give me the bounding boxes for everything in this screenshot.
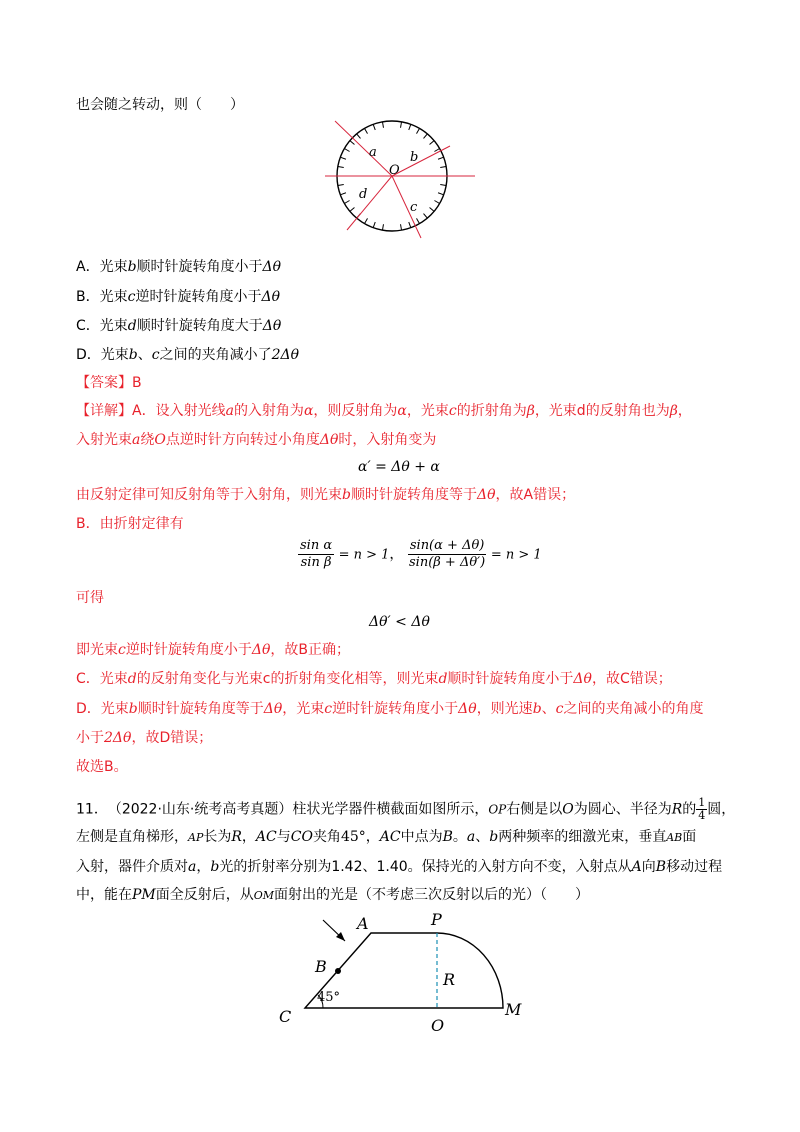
tick-mark xyxy=(440,185,446,186)
tick-mark xyxy=(417,128,420,133)
tick-mark xyxy=(382,224,383,230)
tick-mark xyxy=(340,193,346,195)
label-A: A xyxy=(357,914,369,933)
label-O: O xyxy=(431,1016,445,1035)
tick-mark xyxy=(382,122,383,128)
beam-b xyxy=(392,146,450,176)
tick-mark xyxy=(417,218,420,223)
tick-mark xyxy=(401,122,402,128)
tick-mark xyxy=(338,185,344,186)
tick-mark xyxy=(350,207,355,211)
label-45-degrees: 45° xyxy=(317,990,341,1005)
label-C: C xyxy=(279,1007,292,1026)
tick-mark xyxy=(373,222,375,228)
tick-mark xyxy=(401,224,402,230)
tick-mark xyxy=(409,124,411,130)
option-d[interactable]: D．光束b、c之间的夹角减小了2Δθ xyxy=(76,347,300,363)
tick-mark xyxy=(438,157,444,159)
equation-snell: $\frac{\text{sin α}}{\text{sin β}}$ = n > 1， $\frac{\sin(\alpha + \Delta\theta)}{\sin(\beta + \Delta\theta')}$ = n > 1 xyxy=(300,538,542,570)
tick-mark xyxy=(430,141,435,145)
q11-line-4: 中，能在PM面全反射后，从OM面射出的光是（不考虑三次反射以后的光）（ ） xyxy=(76,887,590,903)
tick-mark xyxy=(340,157,346,159)
tick-mark xyxy=(423,214,427,219)
detail-line-1: 【详解】A．设入射光线a的入射角为α，则反射角为α，光束c的折射角为β，光束d的反射角也为β， xyxy=(76,403,692,419)
q11-line-2: 左侧是直角梯形，AP长为R，AC与CO夹角45°，AC中点为B。a、b两种频率的细激光束，垂直AB面 xyxy=(76,829,697,845)
label-R: R xyxy=(443,970,456,989)
fraction-1: $\frac{\text{sin α}}{\text{sin β}}$ xyxy=(300,538,333,570)
label-b: b xyxy=(410,150,419,165)
point-b xyxy=(335,968,341,974)
fraction-2: $\frac{\sin(\alpha + \Delta\theta)}{\sin(\beta + \Delta\theta')}$ xyxy=(409,538,486,570)
detail-line-2: 入射光束a绕O点逆时针方向转过小角度Δθ时，入射角变为 xyxy=(76,432,437,448)
tick-mark xyxy=(430,207,435,211)
figure-circle-beams xyxy=(325,118,485,248)
label-a: a xyxy=(369,145,377,160)
tick-mark xyxy=(373,124,375,130)
label-o: O xyxy=(389,163,400,178)
tick-mark xyxy=(434,149,439,152)
tick-mark xyxy=(365,128,368,133)
tick-mark xyxy=(438,193,444,195)
figure-optical-element xyxy=(275,905,535,1045)
option-c[interactable]: C．光束d顺时针旋转角度大于Δθ xyxy=(76,318,282,334)
label-d: d xyxy=(359,187,368,202)
tick-mark xyxy=(350,141,355,145)
tick-mark xyxy=(365,218,368,223)
tick-mark xyxy=(440,166,446,167)
tick-mark xyxy=(434,201,439,204)
beam-d xyxy=(347,176,392,230)
option-a[interactable]: A．光束b顺时针旋转角度小于Δθ xyxy=(76,259,282,275)
q11-line-1: 11． （2022·山东·统考高考真题）柱状光学器件横截面如图所示，OP右侧是以O为圆心、半径为R的 $\frac{1}{4}$ 圆， xyxy=(76,796,736,822)
tick-mark xyxy=(409,222,411,228)
tick-mark xyxy=(338,166,344,167)
equation-result: Δθ′ < Δθ xyxy=(369,614,430,630)
tick-mark xyxy=(344,201,349,204)
detail-line-8: D．光束b顺时针旋转角度等于Δθ，光束c逆时针旋转角度小于Δθ，则光速b、c之间的夹角减小的角度 xyxy=(76,701,704,717)
detail-line-3: 由反射定律可知反射角等于入射角，则光束b顺时针旋转角度等于Δθ，故A错误； xyxy=(76,487,576,503)
detail-line-6: 即光束c逆时针旋转角度小于Δθ，故B正确； xyxy=(76,642,350,658)
label-M: M xyxy=(505,1000,522,1019)
detail-line-5: 可得 xyxy=(76,590,104,606)
option-b[interactable]: B．光束c逆时针旋转角度小于Δθ xyxy=(76,289,280,305)
tick-mark xyxy=(423,134,427,139)
detail-line-7: C．光束d的反射角变化与光束c的折射角变化相等，则光束d顺时针旋转角度小于Δθ，故C错误； xyxy=(76,671,672,687)
detail-line-9: 小于2Δθ，故D错误； xyxy=(76,730,213,746)
label-c: c xyxy=(410,200,418,215)
label-P: P xyxy=(431,910,442,929)
answer: 【答案】B xyxy=(76,375,142,391)
equation-incident-angle: α′ = Δθ + α xyxy=(358,459,440,475)
q11-line-3: 入射，器件介质对a，b光的折射率分别为1.42、1.40。保持光的入射方向不变，入射点从A向B移动过程 xyxy=(76,859,723,875)
question-stem-continuation: 也会随之转动，则（ ） xyxy=(76,97,244,113)
tick-mark xyxy=(344,149,349,152)
detail-line-4: B．由折射定律有 xyxy=(76,516,184,532)
tick-mark xyxy=(357,134,361,139)
label-B: B xyxy=(315,957,327,976)
detail-line-10: 故选B。 xyxy=(76,759,128,775)
